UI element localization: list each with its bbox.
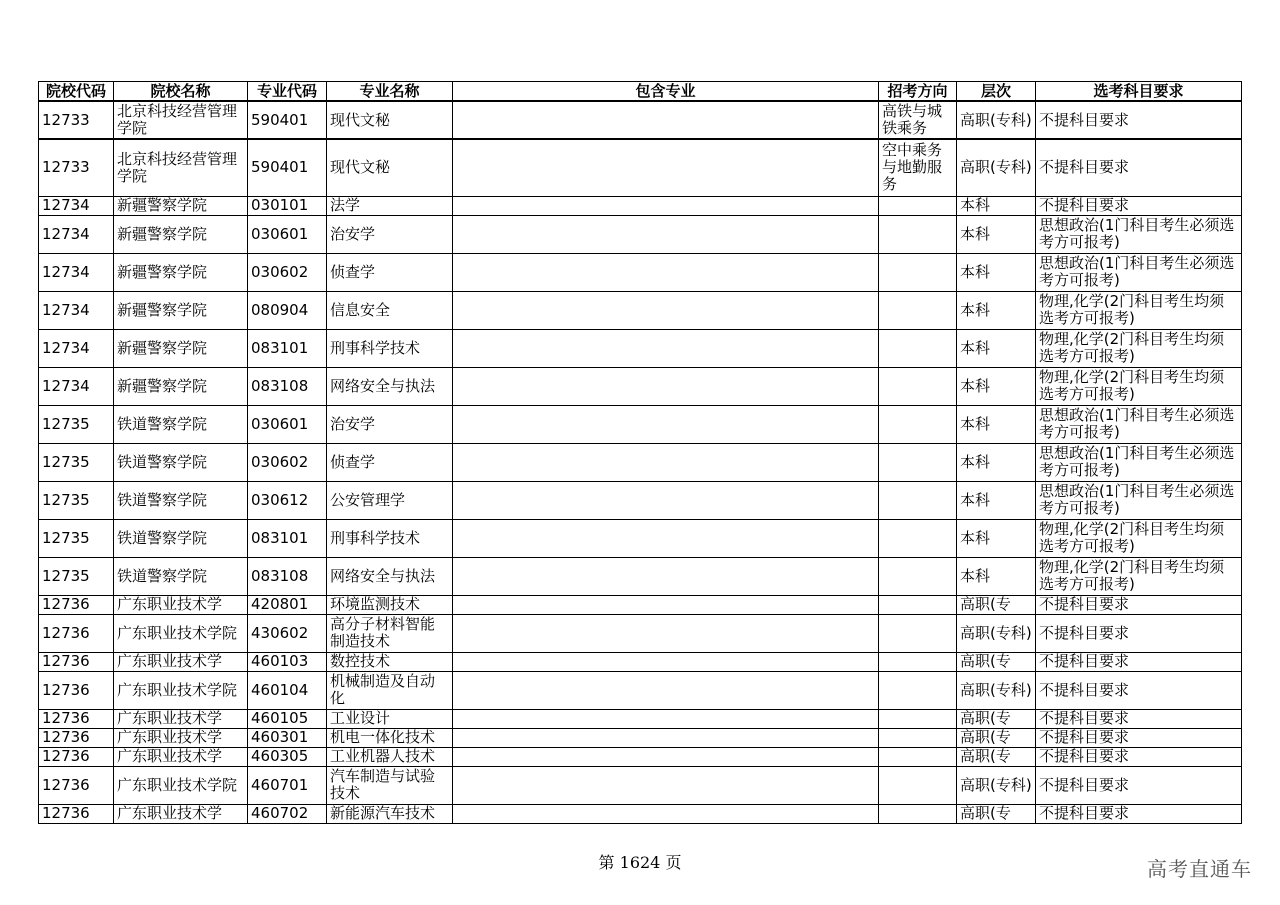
cell-includes [453, 481, 879, 519]
cell-major-code: 083108 [248, 367, 327, 405]
cell-school-name: 铁道警察学院 [114, 481, 248, 519]
header-level: 层次 [957, 82, 1036, 102]
cell-school-code: 12733 [39, 101, 114, 139]
cell-major-code: 590401 [248, 139, 327, 196]
cell-school-code: 12734 [39, 329, 114, 367]
cell-school-code: 12736 [39, 747, 114, 766]
table-row [39, 728, 1242, 747]
cell-subjects: 物理,化学(2门科目考生均须选考方可报考) [1036, 329, 1242, 367]
cell-subjects: 不提科目要求 [1036, 196, 1242, 215]
cell-includes [453, 329, 879, 367]
cell-school-name: 新疆警察学院 [114, 196, 248, 215]
cell-direction [879, 652, 957, 671]
cell-level: 高职(专科) [957, 614, 1036, 652]
cell-subjects: 不提科目要求 [1036, 139, 1242, 196]
cell-school-name: 广东职业技术学 [114, 595, 248, 614]
cell-level: 高职(专科) [957, 766, 1036, 804]
cell-level: 本科 [957, 519, 1036, 557]
cell-direction [879, 481, 957, 519]
cell-major-name: 机电一体化技术 [327, 728, 453, 747]
cell-major-name: 机械制造及自动化 [327, 671, 453, 709]
cell-includes [453, 405, 879, 443]
cell-school-code: 12733 [39, 139, 114, 196]
cell-school-name: 新疆警察学院 [114, 253, 248, 291]
cell-major-code: 590401 [248, 101, 327, 139]
cell-school-name: 广东职业技术学 [114, 709, 248, 728]
cell-school-code: 12735 [39, 519, 114, 557]
cell-includes [453, 196, 879, 215]
cell-subjects: 思想政治(1门科目考生必须选考方可报考) [1036, 215, 1242, 253]
cell-school-name: 新疆警察学院 [114, 291, 248, 329]
cell-school-code: 12736 [39, 614, 114, 652]
cell-major-name: 侦查学 [327, 253, 453, 291]
cell-major-code: 420801 [248, 595, 327, 614]
cell-includes [453, 101, 879, 139]
header-school-name: 院校名称 [114, 82, 248, 102]
table-row [39, 614, 1242, 652]
cell-school-code: 12736 [39, 652, 114, 671]
cell-school-code: 12734 [39, 253, 114, 291]
page-number: 第 1624 页 [598, 853, 682, 872]
cell-level: 高职(专 [957, 728, 1036, 747]
cell-major-code: 030601 [248, 405, 327, 443]
cell-direction [879, 367, 957, 405]
cell-school-code: 12735 [39, 481, 114, 519]
cell-major-code: 080904 [248, 291, 327, 329]
cell-direction [879, 595, 957, 614]
cell-major-code: 430602 [248, 614, 327, 652]
table-row [39, 709, 1242, 728]
cell-direction [879, 804, 957, 823]
cell-major-name: 公安管理学 [327, 481, 453, 519]
cell-school-code: 12736 [39, 671, 114, 709]
cell-level: 本科 [957, 215, 1036, 253]
cell-includes [453, 215, 879, 253]
cell-subjects: 不提科目要求 [1036, 804, 1242, 823]
cell-major-code: 030612 [248, 481, 327, 519]
cell-includes [453, 367, 879, 405]
cell-major-code: 030601 [248, 215, 327, 253]
cell-major-code: 460105 [248, 709, 327, 728]
cell-direction [879, 443, 957, 481]
cell-school-code: 12734 [39, 196, 114, 215]
cell-level: 高职(专 [957, 652, 1036, 671]
cell-school-name: 铁道警察学院 [114, 405, 248, 443]
cell-level: 高职(专 [957, 804, 1036, 823]
cell-major-name: 工业机器人技术 [327, 747, 453, 766]
cell-school-name: 广东职业技术学院 [114, 614, 248, 652]
cell-major-code: 030602 [248, 443, 327, 481]
cell-major-code: 083101 [248, 519, 327, 557]
cell-level: 本科 [957, 329, 1036, 367]
cell-major-name: 汽车制造与试验技术 [327, 766, 453, 804]
cell-level: 本科 [957, 367, 1036, 405]
cell-subjects: 思想政治(1门科目考生必须选考方可报考) [1036, 253, 1242, 291]
cell-major-code: 460104 [248, 671, 327, 709]
cell-major-name: 网络安全与执法 [327, 367, 453, 405]
cell-level: 本科 [957, 557, 1036, 595]
cell-school-name: 北京科技经营管理学院 [114, 139, 248, 196]
table-row [39, 101, 1242, 139]
cell-includes [453, 804, 879, 823]
cell-level: 高职(专 [957, 747, 1036, 766]
header-major-code: 专业代码 [248, 82, 327, 102]
cell-major-code: 460701 [248, 766, 327, 804]
cell-subjects: 不提科目要求 [1036, 709, 1242, 728]
cell-includes [453, 652, 879, 671]
cell-direction [879, 215, 957, 253]
cell-subjects: 物理,化学(2门科目考生均须选考方可报考) [1036, 557, 1242, 595]
cell-direction [879, 196, 957, 215]
cell-school-code: 12734 [39, 367, 114, 405]
cell-school-code: 12736 [39, 709, 114, 728]
cell-major-name: 治安学 [327, 215, 453, 253]
cell-level: 高职(专 [957, 595, 1036, 614]
cell-school-code: 12736 [39, 595, 114, 614]
cell-school-name: 广东职业技术学 [114, 804, 248, 823]
cell-subjects: 不提科目要求 [1036, 728, 1242, 747]
cell-school-name: 广东职业技术学院 [114, 671, 248, 709]
cell-major-name: 治安学 [327, 405, 453, 443]
cell-subjects: 不提科目要求 [1036, 747, 1242, 766]
cell-direction: 高铁与城铁乘务 [879, 101, 957, 139]
cell-level: 本科 [957, 405, 1036, 443]
cell-direction [879, 728, 957, 747]
cell-school-code: 12735 [39, 557, 114, 595]
table-row [39, 139, 1242, 196]
cell-includes [453, 519, 879, 557]
cell-subjects: 物理,化学(2门科目考生均须选考方可报考) [1036, 367, 1242, 405]
cell-major-name: 刑事科学技术 [327, 519, 453, 557]
table-row [39, 747, 1242, 766]
cell-direction [879, 253, 957, 291]
cell-direction [879, 405, 957, 443]
table-row [39, 481, 1242, 519]
cell-level: 高职(专科) [957, 671, 1036, 709]
cell-direction [879, 329, 957, 367]
cell-includes [453, 557, 879, 595]
cell-major-code: 083101 [248, 329, 327, 367]
cell-school-name: 铁道警察学院 [114, 443, 248, 481]
header-major-name: 专业名称 [327, 82, 453, 102]
cell-level: 本科 [957, 253, 1036, 291]
cell-school-code: 12736 [39, 804, 114, 823]
cell-major-code: 460103 [248, 652, 327, 671]
header-subjects: 选考科目要求 [1036, 82, 1242, 102]
table-row [39, 652, 1242, 671]
cell-level: 高职(专科) [957, 101, 1036, 139]
header-row [39, 82, 1242, 102]
cell-direction: 空中乘务与地勤服务 [879, 139, 957, 196]
cell-school-name: 广东职业技术学院 [114, 766, 248, 804]
cell-major-name: 新能源汽车技术 [327, 804, 453, 823]
cell-direction [879, 519, 957, 557]
cell-subjects: 思想政治(1门科目考生必须选考方可报考) [1036, 481, 1242, 519]
cell-subjects: 不提科目要求 [1036, 614, 1242, 652]
table-row [39, 215, 1242, 253]
cell-level: 本科 [957, 196, 1036, 215]
admissions-table [38, 81, 1242, 824]
cell-includes [453, 595, 879, 614]
cell-subjects: 不提科目要求 [1036, 101, 1242, 139]
cell-includes [453, 766, 879, 804]
cell-includes [453, 671, 879, 709]
cell-major-code: 460305 [248, 747, 327, 766]
table-row [39, 557, 1242, 595]
cell-major-name: 数控技术 [327, 652, 453, 671]
cell-includes [453, 728, 879, 747]
cell-direction [879, 709, 957, 728]
cell-includes [453, 253, 879, 291]
cell-level: 高职(专科) [957, 139, 1036, 196]
cell-major-name: 信息安全 [327, 291, 453, 329]
table-row [39, 671, 1242, 709]
cell-subjects: 不提科目要求 [1036, 595, 1242, 614]
cell-school-name: 铁道警察学院 [114, 519, 248, 557]
table-row [39, 196, 1242, 215]
watermark: 高考直通车 [1147, 857, 1252, 881]
cell-school-name: 广东职业技术学 [114, 728, 248, 747]
cell-school-code: 12734 [39, 215, 114, 253]
cell-includes [453, 443, 879, 481]
cell-school-code: 12734 [39, 291, 114, 329]
header-includes: 包含专业 [453, 82, 879, 102]
cell-level: 本科 [957, 443, 1036, 481]
table-row [39, 253, 1242, 291]
cell-includes [453, 747, 879, 766]
table-row [39, 519, 1242, 557]
cell-includes [453, 709, 879, 728]
cell-level: 本科 [957, 481, 1036, 519]
cell-level: 本科 [957, 291, 1036, 329]
cell-subjects: 物理,化学(2门科目考生均须选考方可报考) [1036, 291, 1242, 329]
cell-major-name: 现代文秘 [327, 101, 453, 139]
cell-school-name: 铁道警察学院 [114, 557, 248, 595]
cell-major-name: 法学 [327, 196, 453, 215]
cell-major-name: 侦查学 [327, 443, 453, 481]
cell-major-name: 刑事科学技术 [327, 329, 453, 367]
cell-school-code: 12735 [39, 443, 114, 481]
cell-school-code: 12735 [39, 405, 114, 443]
cell-subjects: 思想政治(1门科目考生必须选考方可报考) [1036, 443, 1242, 481]
cell-subjects: 不提科目要求 [1036, 652, 1242, 671]
table-row [39, 804, 1242, 823]
cell-major-code: 030602 [248, 253, 327, 291]
cell-school-name: 广东职业技术学 [114, 652, 248, 671]
cell-major-code: 460301 [248, 728, 327, 747]
cell-subjects: 思想政治(1门科目考生必须选考方可报考) [1036, 405, 1242, 443]
cell-direction [879, 557, 957, 595]
cell-includes [453, 291, 879, 329]
cell-major-code: 083108 [248, 557, 327, 595]
cell-subjects: 不提科目要求 [1036, 671, 1242, 709]
table-body [39, 101, 1242, 823]
cell-direction [879, 614, 957, 652]
cell-school-name: 北京科技经营管理学院 [114, 101, 248, 139]
cell-direction [879, 747, 957, 766]
cell-includes [453, 614, 879, 652]
cell-school-code: 12736 [39, 728, 114, 747]
cell-school-code: 12736 [39, 766, 114, 804]
header-direction: 招考方向 [879, 82, 957, 102]
cell-school-name: 新疆警察学院 [114, 329, 248, 367]
table-row [39, 291, 1242, 329]
table-row [39, 329, 1242, 367]
table-row [39, 367, 1242, 405]
cell-major-name: 现代文秘 [327, 139, 453, 196]
cell-direction [879, 766, 957, 804]
cell-major-name: 网络安全与执法 [327, 557, 453, 595]
cell-major-name: 环境监测技术 [327, 595, 453, 614]
cell-school-name: 新疆警察学院 [114, 215, 248, 253]
cell-major-name: 工业设计 [327, 709, 453, 728]
table-row [39, 405, 1242, 443]
cell-direction [879, 291, 957, 329]
cell-level: 高职(专 [957, 709, 1036, 728]
table-row [39, 443, 1242, 481]
cell-subjects: 不提科目要求 [1036, 766, 1242, 804]
cell-subjects: 物理,化学(2门科目考生均须选考方可报考) [1036, 519, 1242, 557]
header-school-code: 院校代码 [39, 82, 114, 102]
table-row [39, 595, 1242, 614]
cell-school-name: 新疆警察学院 [114, 367, 248, 405]
cell-major-code: 030101 [248, 196, 327, 215]
table-row [39, 766, 1242, 804]
cell-includes [453, 139, 879, 196]
cell-major-name: 高分子材料智能制造技术 [327, 614, 453, 652]
cell-major-code: 460702 [248, 804, 327, 823]
cell-direction [879, 671, 957, 709]
cell-school-name: 广东职业技术学 [114, 747, 248, 766]
